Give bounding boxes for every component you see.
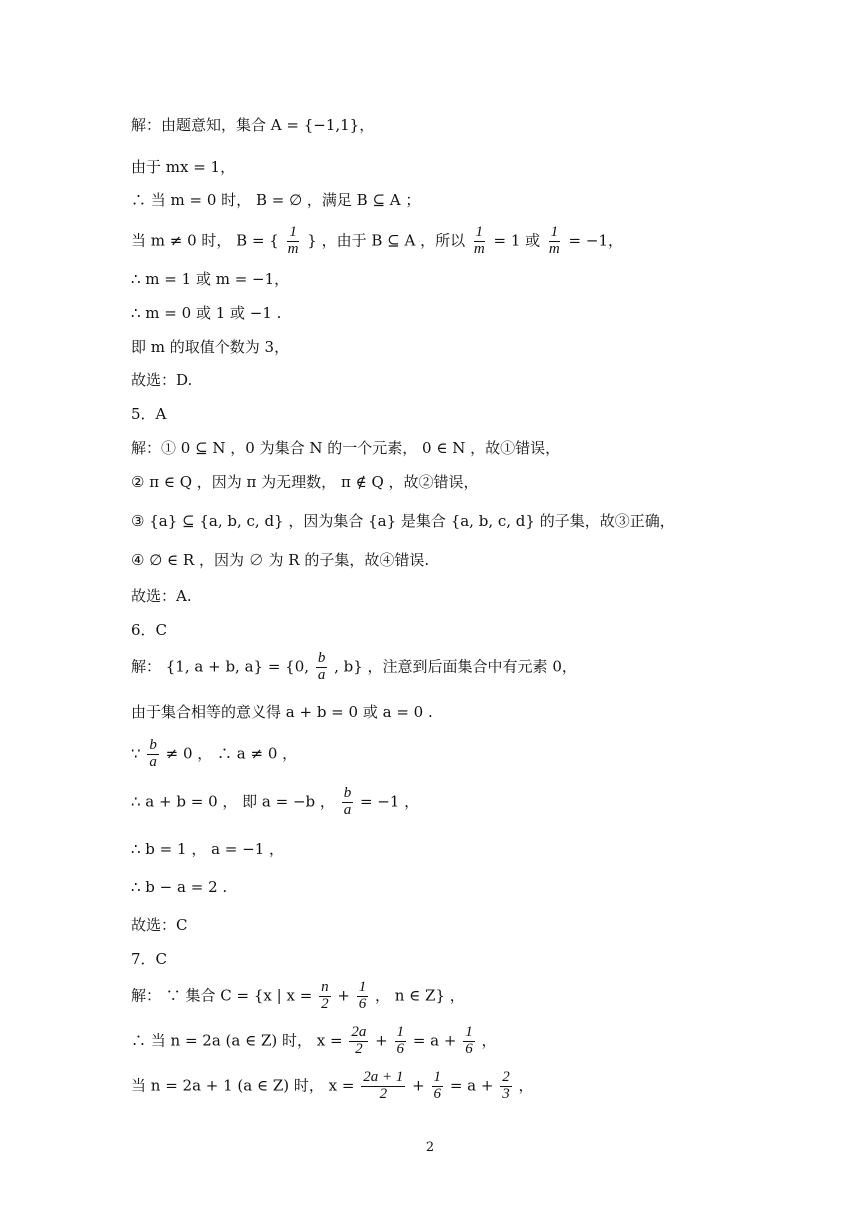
line-text: = a + <box>449 1076 494 1095</box>
text-line <box>131 918 187 933</box>
line-text: ∴ b = 1 ， a = −1 ， <box>131 840 285 858</box>
text-line <box>131 306 281 321</box>
denominator: 6 <box>465 1040 473 1057</box>
denominator: m <box>473 240 485 257</box>
line-text: 5．A <box>131 405 167 423</box>
numerator: 1 <box>550 224 559 240</box>
text-line <box>131 272 289 287</box>
text-line <box>131 705 433 720</box>
text-line <box>131 880 227 895</box>
line-text: + <box>375 1031 388 1050</box>
text-line <box>131 373 192 388</box>
text-line <box>131 160 235 175</box>
numerator: 2a <box>351 1024 367 1040</box>
line-text: = −1 ， <box>359 792 420 811</box>
text-line <box>131 786 419 819</box>
text-line <box>131 980 465 1013</box>
denominator: 3 <box>502 1085 510 1102</box>
text-line <box>131 553 429 568</box>
text-line <box>131 1070 534 1103</box>
denominator: m <box>548 240 560 257</box>
numerator: 1 <box>465 1024 473 1040</box>
page-number: 2 <box>425 1140 435 1155</box>
line-text: ④ ∅ ∈ R ，因为 ∅ 为 R 的子集，故④错误. <box>131 551 430 569</box>
line-text: ， <box>481 1031 497 1050</box>
denominator: a <box>343 801 352 818</box>
line-text: ∴ m = 1 或 m = −1， <box>131 270 290 288</box>
denominator: 2 <box>379 1085 388 1102</box>
text-line <box>131 514 675 529</box>
numerator: 2a + 1 <box>363 1069 404 1085</box>
line-text: ② π ∈ Q ，因为 π 为无理数， π ∉ Q ，故②错误， <box>131 473 479 491</box>
line-text: ≠ 0 ， ∴ a ≠ 0 ， <box>165 744 298 763</box>
line-text: ③ {a} ⊆ {a, b, c, d} ，因为集合 {a} 是集合 {a, b, c, d} 的子集，故③正确， <box>131 512 675 530</box>
line-text: 当 m ≠ 0 时， B = { <box>131 231 279 250</box>
numerator: 1 <box>289 224 297 240</box>
text-line <box>131 407 166 422</box>
denominator: 6 <box>358 995 367 1012</box>
fraction <box>547 225 562 258</box>
denominator: 6 <box>433 1085 442 1102</box>
line-text: ， n ∈ Z} ， <box>374 986 465 1005</box>
text-line <box>131 952 167 967</box>
line-text: ∴ 当 m = 0 时， B = ∅ ，满足 B ⊆ A ； <box>131 191 421 209</box>
numerator: 1 <box>475 224 484 240</box>
text-line <box>131 738 297 771</box>
line-text: ∴ 当 n = 2a (a ∈ Z) 时， x = <box>131 1031 343 1050</box>
text-line <box>131 1025 497 1058</box>
text-line <box>131 589 192 604</box>
fraction <box>286 225 301 258</box>
line-text: ∴ b − a = 2 . <box>131 878 228 896</box>
line-text: } ，由于 B ⊆ A ，所以 <box>307 231 466 250</box>
line-text: 故选：C <box>131 916 188 934</box>
numerator: n <box>321 979 329 995</box>
fraction <box>361 1070 405 1103</box>
line-text: = 1 或 <box>493 231 541 250</box>
line-text: 由于集合相等的意义得 a + b = 0 或 a = 0 . <box>131 703 433 721</box>
line-text: + <box>412 1076 425 1095</box>
line-text: = −1， <box>568 231 623 250</box>
text-line <box>131 340 289 355</box>
fraction <box>357 980 369 1013</box>
fraction <box>500 1070 512 1103</box>
text-line <box>131 193 420 208</box>
denominator: 2 <box>321 995 329 1012</box>
denominator: 6 <box>396 1040 405 1057</box>
denominator: 2 <box>355 1040 363 1057</box>
line-text: 由于 mx = 1， <box>131 158 236 176</box>
text-line <box>131 118 374 133</box>
text-line <box>131 441 560 456</box>
line-text: 解：① 0 ⊆ N ，0 为集合 N 的一个元素， 0 ∈ N ，故①错误， <box>131 439 561 457</box>
line-text: 解： ∵ 集合 C = {x | x = <box>131 986 313 1005</box>
fraction <box>395 1025 407 1058</box>
line-text: 当 n = 2a + 1 (a ∈ Z) 时， x = <box>131 1076 355 1095</box>
fraction <box>349 1025 368 1058</box>
text-line <box>131 475 479 490</box>
denominator: a <box>149 753 157 770</box>
fraction <box>472 225 487 258</box>
numerator: b <box>317 650 326 666</box>
line-text: , b} ，注意到后面集合中有元素 0， <box>334 657 577 676</box>
line-text: 故选：A. <box>131 587 192 605</box>
numerator: 2 <box>502 1069 510 1085</box>
fraction <box>319 980 331 1013</box>
numerator: b <box>149 737 157 753</box>
text-line <box>131 842 284 857</box>
numerator: 1 <box>433 1069 442 1085</box>
line-text: ， <box>518 1076 534 1095</box>
fraction <box>316 651 328 684</box>
denominator: m <box>287 240 299 257</box>
numerator: 1 <box>396 1024 405 1040</box>
line-text: + <box>337 986 350 1005</box>
denominator: a <box>317 666 326 683</box>
line-text: ∵ <box>131 744 141 763</box>
numerator: b <box>343 785 352 801</box>
line-text: ∴ a + b = 0 ， 即 a = −b ， <box>131 792 335 811</box>
numerator: 1 <box>358 979 367 995</box>
line-text: = a + <box>412 1031 457 1050</box>
line-text: 即 m 的取值个数为 3， <box>131 338 290 356</box>
fraction <box>147 738 159 771</box>
fraction <box>432 1070 444 1103</box>
line-text: 7．C <box>131 950 168 968</box>
line-text: ∴ m = 0 或 1 或 −1 . <box>131 304 282 322</box>
text-line <box>131 623 167 638</box>
line-text: 故选：D. <box>131 371 193 389</box>
fraction <box>463 1025 475 1058</box>
line-text: 解：由题意知，集合 A = {−1,1}， <box>131 116 375 134</box>
fraction <box>342 786 354 819</box>
text-line <box>131 651 577 684</box>
text-line <box>131 225 623 258</box>
line-text: 解： {1, a + b, a} = {0, <box>131 657 310 676</box>
line-text: 6．C <box>131 621 168 639</box>
